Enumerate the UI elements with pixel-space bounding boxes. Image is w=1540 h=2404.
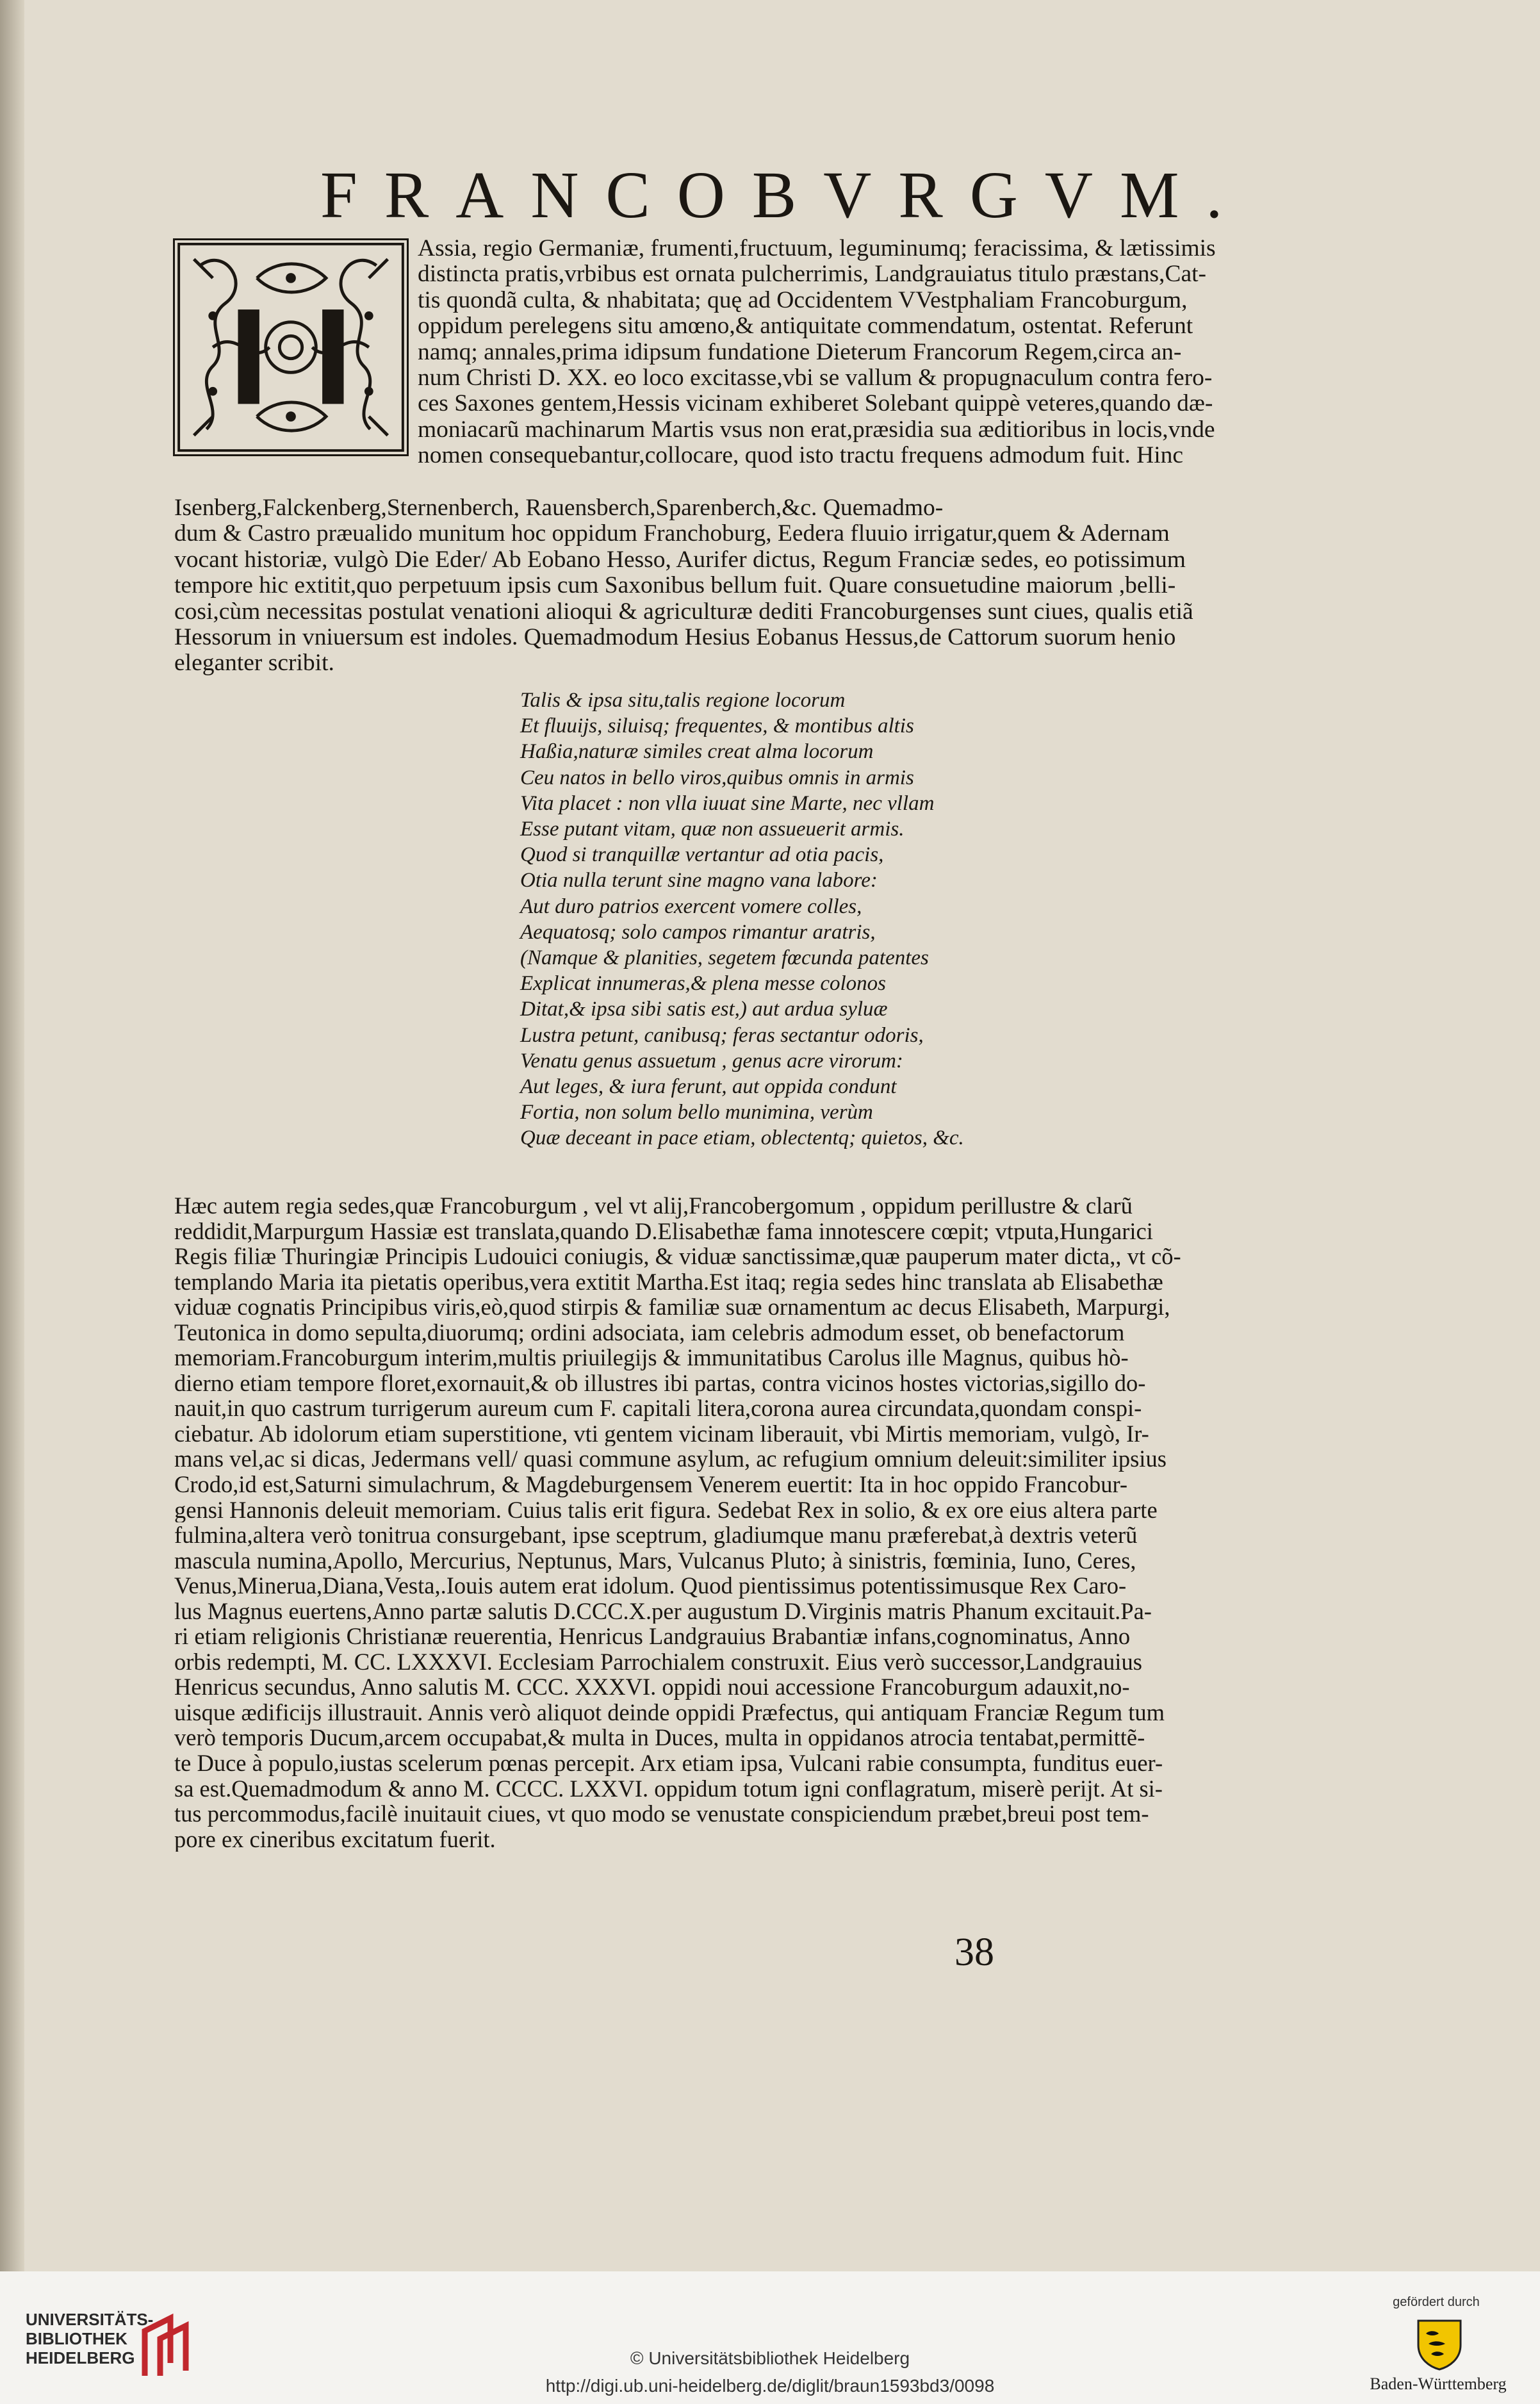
text-line: oppidum perelegens situ amœno,& antiquitate commendatum, ostentat. Referunt [418, 313, 1193, 340]
funded-by-label: gefördert durch [1393, 2295, 1480, 2309]
page-title: FRANCOBVRGVM. [320, 158, 1250, 232]
library-name-line: BIBLIOTHEK [26, 2329, 127, 2348]
text-line: Regis filiæ Thuringiæ Principis Ludouici coniugis, & viduæ sanctissimæ,quæ pauperum mater dicta,, vt cõ- [174, 1244, 1181, 1269]
text-line: moniacarũ machinarum Martis vsus non erat,præsidia sua æditioribus in locis,vnde [418, 416, 1215, 443]
verse-line: Aut leges, & iura ferunt, aut oppida condunt [520, 1075, 897, 1099]
text-line: orbis redempti, M. CC. LXXXVI. Ecclesiam Parrochialem construxit. Eius verò successor,Landgrauius [174, 1649, 1142, 1675]
body-paragraph [174, 1193, 1327, 1852]
verse-quotation [520, 687, 1097, 1151]
page-edge-shadow [0, 0, 24, 2271]
text-line: Hessorum in vniuersum est indoles. Quemadmodum Hesius Eobanus Hessus,de Cattorum suorum henio [174, 625, 1176, 651]
page-number: 38 [954, 1931, 994, 1974]
verse-line: Esse putant vitam, quæ non assueuerit armis. [520, 818, 905, 841]
library-name-line: HEIDELBERG [26, 2348, 135, 2367]
intro-paragraph [418, 236, 1327, 469]
text-line: dum & Castro præualido munitum hoc oppidum Franchoburg, Eedera fluuio irrigatur,quem & Adernam [174, 521, 1170, 547]
text-line: distincta pratis,vrbibus est ornata pulcherrimis, Landgrauiatus titulo præstans,Cat- [418, 261, 1206, 288]
verse-line: Ceu natos in bello viros,quibus omnis in armis [520, 766, 914, 789]
library-name-line: UNIVERSITÄTS- [26, 2310, 154, 2329]
text-line: namq; annales,prima idipsum fundatione Dieterum Francorum Regem,circa an- [418, 339, 1182, 365]
text-line: viduæ cognatis Principibus viris,eò,quod stirpis & familiæ suæ ornamentum ac decus Elisabeth, Marpurgi, [174, 1294, 1170, 1320]
verse-line: Quæ deceant in pace etiam, oblectentq; quietos, &c. [520, 1126, 964, 1150]
text-line: templando Maria ita pietatis operibus,vera extitit Martha.Est itaq; regia sedes hinc translata ab Elisabethæ [174, 1269, 1163, 1295]
intro-paragraph-continued [174, 495, 1327, 677]
text-line: pore ex cineribus excitatum fuerit. [174, 1826, 496, 1852]
text-line: tus percommodus,facilè inuitauit ciues, vt quo modo se venustate conspiciendum præbet,breui post tem- [174, 1801, 1149, 1827]
text-line: ciebatur. Ab idolorum etiam superstitione, vti gentem vicinam liberauit, vbi Mirtis memoriam, vulgò, Ir- [174, 1420, 1149, 1447]
verse-line: Quod si tranquillæ vertantur ad otia pacis, [520, 843, 884, 867]
verse-line: Vita placet : non vlla iuuat sine Marte, nec vllam [520, 791, 935, 815]
state-crest-icon [1413, 2316, 1466, 2371]
text-line: verò temporis Ducum,arcem occupabat,& multa in Duces, multa in oppidanos atrocia tentabat,permittẽ- [174, 1725, 1145, 1751]
verse-line: Haßia,naturæ similes creat alma locorum [520, 740, 874, 764]
permalink-url[interactable]: http://digi.ub.uni-heidelberg.de/diglit/braun1593bd3/0098 [545, 2376, 995, 2396]
text-line: fulmina,altera verò tonitrua consurgebant, ipse sceptrum, gladiumque manu præferebat,à dextris veterũ [174, 1522, 1138, 1548]
text-line: tempore hic extitit,quo perpetuum ipsis cum Saxonibus bellum fuit. Quare consuetudine maiorum ,belli- [174, 573, 1176, 599]
text-line: Teutonica in domo sepulta,diuorumq; ordini adsociata, iam celebris admodum esset, ob benefactorum [174, 1319, 1125, 1346]
text-line: sa est.Quemadmodum & anno M. CCCC. LXXVI. oppidum totum igni conflagratum, miserè perijt. At si- [174, 1775, 1163, 1802]
text-line: Assia, regio Germaniæ, frumenti,fructuum, leguminumq; feracissima, & lætissimis [418, 236, 1216, 261]
text-line: Venus,Minerua,Diana,Vesta,.Iouis autem erat idolum. Quod pientissimus potentissimusque Rex Caro- [174, 1573, 1127, 1599]
text-line: reddidit,Marpurgum Hassiæ est translata,quando D.Elisabethæ fama innotescere cœpit; vtputa,Hungarici [174, 1218, 1153, 1244]
verse-line: Fortia, non solum bello munimina, verùm [520, 1101, 873, 1124]
ornament-initial-icon [175, 240, 407, 454]
text-line: nomen consequebantur,collocare, quod isto tractu frequens admodum fuit. Hinc [418, 443, 1184, 469]
verse-line: Et fluuijs, siluisq; frequentes, & montibus altis [520, 714, 914, 738]
library-mark-icon [138, 2305, 193, 2382]
verse-line: Venatu genus assuetum , genus acre virorum: [520, 1049, 903, 1073]
verse-line: Ditat,& ipsa sibi satis est,) aut ardua syluæ [520, 998, 888, 1021]
verse-line: Explicat innumeras,& plena messe colonos [520, 972, 886, 996]
verse-line: Lustra petunt, canibusq; feras sectantur odoris, [520, 1023, 924, 1047]
text-line: lus Magnus euertens,Anno partæ salutis D.CCC.X.per augustum D.Virginis matris Phanum excitauit.Pa- [174, 1598, 1152, 1624]
text-line: eleganter scribit. [174, 650, 334, 677]
text-line: ces Saxones gentem,Hessis vicinam exhiberet Solebant quippè veteres,quando dæ- [418, 391, 1213, 417]
text-line: mans vel,ac si dicas, Jedermans vell/ quasi commune asylum, ac refugium omnium deleuit:similiter ipsius [174, 1446, 1167, 1472]
copyright-text: © Universitätsbibliothek Heidelberg [630, 2348, 910, 2368]
text-line: vocant historiæ, vulgò Die Eder/ Ab Eobano Hesso, Aurifer dictus, Regum Franciæ sedes, eo potissimum [174, 547, 1186, 573]
verse-line: Aut duro patrios exercent vomere colles, [520, 894, 862, 918]
text-line: Crodo,id est,Saturni simulachrum, & Magdeburgensem Venerem euertit: Ita in hoc oppido Francobur- [174, 1472, 1128, 1497]
decorated-initial-h [173, 238, 409, 456]
text-line: ri etiam religionis Christianæ reuerentia, Henricus Landgrauius Brabantiæ infans,cognominatus, Anno [174, 1624, 1131, 1649]
text-line: Isenberg,Falckenberg,Sternenberch, Rauensberch,Sparenberch,&c. Quemadmo- [174, 495, 944, 521]
text-line: te Duce à populo,iustas scelerum pœnas percepit. Arx etiam ipsa, Vulcani rabie consumpta, funditus euer- [174, 1750, 1163, 1776]
verse-line: Talis & ipsa situ,talis regione locorum [520, 689, 846, 712]
funder-name: Baden-Württemberg [1370, 2375, 1507, 2393]
text-line: mascula numina,Apollo, Mercurius, Neptunus, Mars, Vulcanus Pluto; à sinistris, fœminia, Iuno, Ceres, [174, 1547, 1136, 1574]
text-line: nauit,in quo castrum turrigerum aureum cum F. capitali litera,corona aurea circundata,quondam conspi- [174, 1395, 1142, 1421]
text-line: gensi Hannonis deleuit memoriam. Cuius talis erit figura. Sedebat Rex in solio, & ex ore eius altera parte [174, 1497, 1158, 1523]
text-line: uisque ædificijs illustrauit. Annis verò aliquot deinde oppidi Præfectus, qui antiquam Franciæ Regum tum [174, 1699, 1165, 1725]
text-line: memoriam.Francoburgum interim,multis priuilegijs & immunitatibus Carolus ille Magnus, quibus hò- [174, 1345, 1129, 1371]
text-line: cosi,cùm necessitas postulat venationi alioqui & agriculturæ dediti Francoburgenses sunt ciues, qualis etiã [174, 598, 1193, 625]
verse-line: Otia nulla terunt sine magno vana labore: [520, 869, 878, 893]
text-line: num Christi D. XX. eo loco excitasse,vbi se vallum & propugnaculum contra fero- [418, 365, 1213, 391]
text-line: Henricus secundus, Anno salutis M. CCC. XXXVI. oppidi noui accessione Francoburgum adauxit,no- [174, 1674, 1130, 1700]
verse-line: Aequatosq; solo campos rimantur aratris, [520, 920, 876, 944]
text-line: tis quondã culta, & nhabitata; quę ad Occidentem VVestphaliam Francoburgum, [418, 287, 1188, 313]
verse-line: (Namque & planities, segetem fœcunda patentes [520, 946, 929, 970]
text-line: dierno etiam tempore floret,exornauit,& ob illustres ibi partas, contra vicinos hostes victorias,sigillo do- [174, 1370, 1146, 1396]
text-line: Hæc autem regia sedes,quæ Francoburgum , vel vt alij,Francobergomum , oppidum perillustre & clarũ [174, 1193, 1133, 1219]
